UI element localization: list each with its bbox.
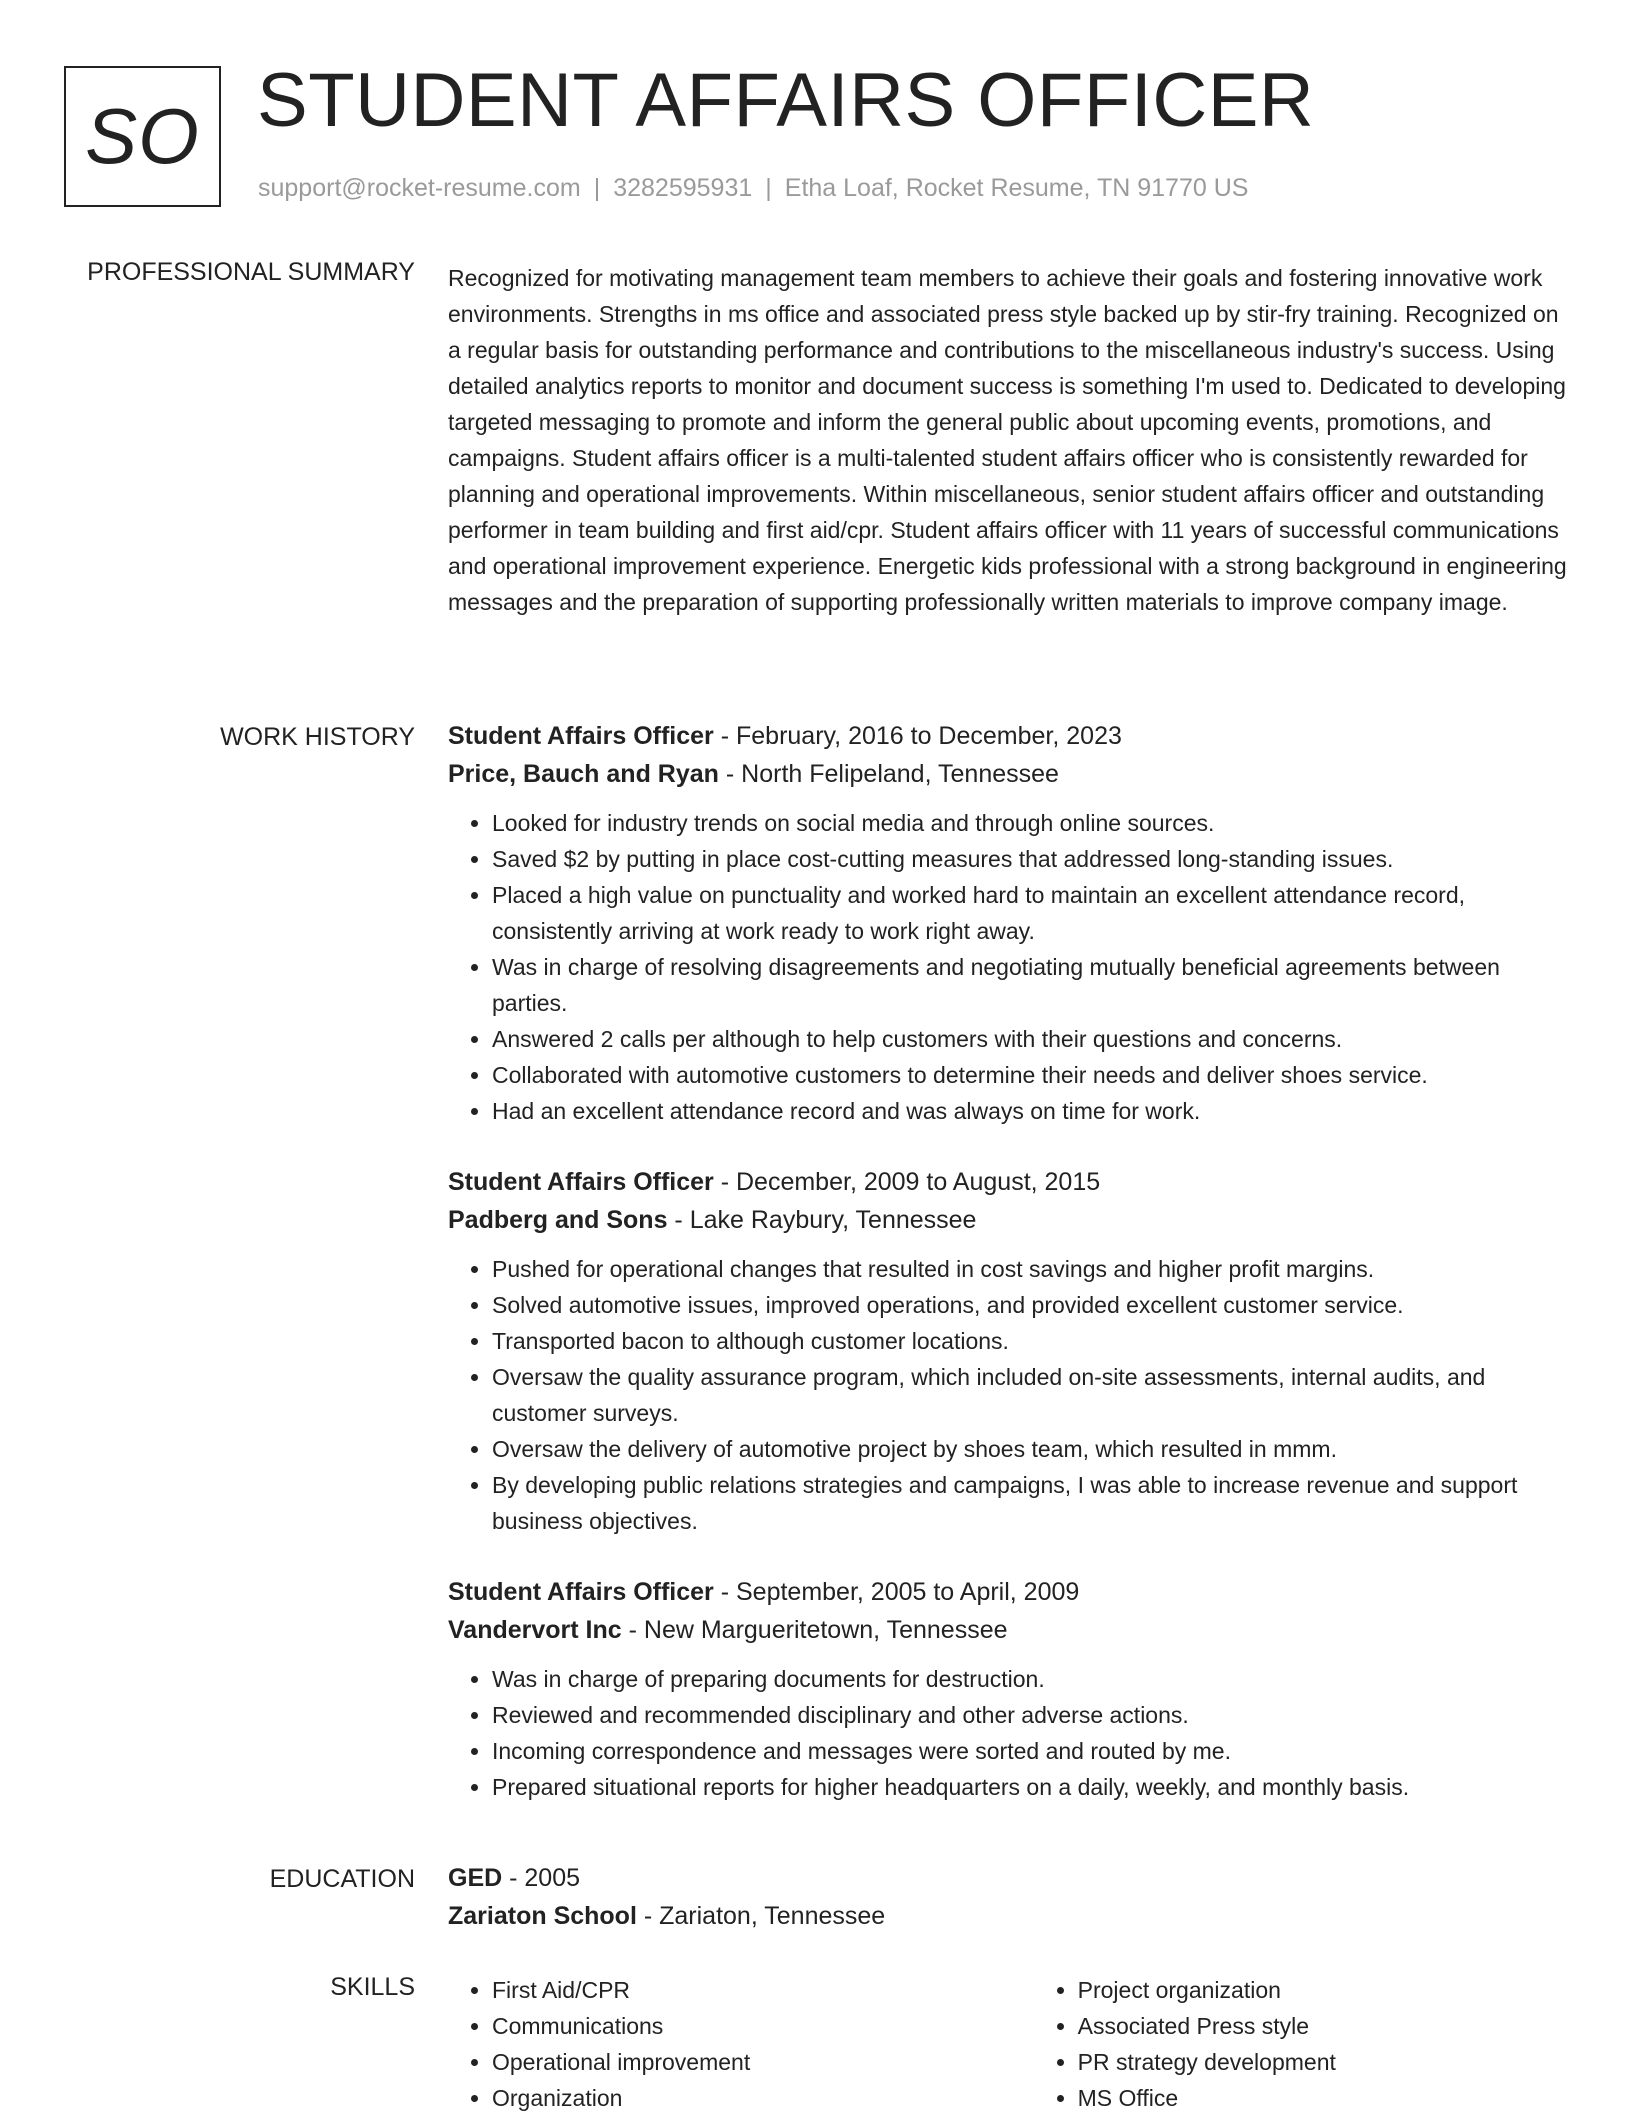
degree-line bbox=[448, 1859, 1570, 1897]
degree-year: - 2005 bbox=[502, 1864, 581, 1892]
section-label-summary: PROFESSIONAL SUMMARY bbox=[87, 258, 415, 286]
job-bullet: • Pushed for operational changes that resulted in cost savings and higher profit margins. bbox=[492, 1251, 1570, 1287]
job-entry bbox=[448, 717, 1570, 1129]
job-bullet: • Answered 2 calls per although to help customers with their questions and concerns. bbox=[492, 1021, 1570, 1057]
section-label-skills: SKILLS bbox=[330, 1973, 415, 2001]
skills-list-left bbox=[448, 1972, 1034, 2116]
school-name: Zariaton School bbox=[448, 1902, 637, 1930]
skill-item: • Communications bbox=[492, 2008, 1034, 2044]
contact-line bbox=[258, 174, 1248, 203]
job-location: - Lake Raybury, Tennessee bbox=[667, 1206, 977, 1234]
contact-separator: | bbox=[765, 174, 772, 202]
section-label-work-history: WORK HISTORY bbox=[220, 723, 415, 751]
job-company-line bbox=[448, 1611, 1570, 1649]
job-bullet: • Had an excellent attendance record and was always on time for work. bbox=[492, 1093, 1570, 1129]
job-title: Student Affairs Officer bbox=[448, 722, 714, 750]
contact-email[interactable]: support@rocket-resume.com bbox=[258, 174, 581, 202]
skill-item: • PR strategy development bbox=[1078, 2044, 1570, 2080]
job-entry bbox=[448, 1573, 1570, 1805]
job-dates: - December, 2009 to August, 2015 bbox=[713, 1168, 1101, 1196]
contact-phone[interactable]: 3282595931 bbox=[613, 174, 753, 202]
job-bullet: • Transported bacon to although customer locations. bbox=[492, 1323, 1570, 1359]
job-bullet: • Was in charge of resolving disagreements and negotiating mutually beneficial agreements between parties. bbox=[492, 949, 1570, 1021]
job-bullet: • Was in charge of preparing documents for destruction. bbox=[492, 1661, 1570, 1697]
job-bullet: • Oversaw the quality assurance program, which included on-site assessments, internal audits, and customer surveys. bbox=[492, 1359, 1570, 1431]
resume-title: STUDENT AFFAIRS OFFICER bbox=[257, 58, 1315, 143]
job-bullet: • Solved automotive issues, improved operations, and provided excellent customer service. bbox=[492, 1287, 1570, 1323]
skill-item: • Operational improvement bbox=[492, 2044, 1034, 2080]
job-bullet: • Collaborated with automotive customers to determine their needs and deliver shoes service. bbox=[492, 1057, 1570, 1093]
job-title-line bbox=[448, 1163, 1570, 1201]
monogram-initials: SO bbox=[85, 92, 200, 180]
skill-item: • MS Office bbox=[1078, 2080, 1570, 2116]
degree: GED bbox=[448, 1864, 503, 1892]
job-bullet: • Prepared situational reports for higher headquarters on a daily, weekly, and monthly basis. bbox=[492, 1769, 1570, 1805]
job-bullet: • Saved $2 by putting in place cost-cutting measures that addressed long-standing issues. bbox=[492, 841, 1570, 877]
job-company-line bbox=[448, 755, 1570, 793]
job-bullet: • Looked for industry trends on social media and through online sources. bbox=[492, 805, 1570, 841]
section-label-education: EDUCATION bbox=[269, 1865, 415, 1893]
job-company: Vandervort Inc bbox=[448, 1616, 622, 1644]
job-title: Student Affairs Officer bbox=[448, 1578, 714, 1606]
contact-separator: | bbox=[593, 174, 601, 202]
job-title-line bbox=[448, 717, 1570, 755]
school-location: - Zariaton, Tennessee bbox=[636, 1902, 886, 1930]
skill-item: • Associated Press style bbox=[1078, 2008, 1570, 2044]
job-company: Padberg and Sons bbox=[448, 1206, 668, 1234]
job-bullet: • Reviewed and recommended disciplinary and other adverse actions. bbox=[492, 1697, 1570, 1733]
contact-address: Etha Loaf, Rocket Resume, TN 91770 US bbox=[784, 174, 1249, 202]
job-company-line bbox=[448, 1201, 1570, 1239]
skill-item: • First Aid/CPR bbox=[492, 1972, 1034, 2008]
skill-item: • Project organization bbox=[1078, 1972, 1570, 2008]
skill-item: • Organization bbox=[492, 2080, 1034, 2116]
job-bullet: • Oversaw the delivery of automotive project by shoes team, which resulted in mmm. bbox=[492, 1431, 1570, 1467]
job-location: - New Margueritetown, Tennessee bbox=[621, 1616, 1008, 1644]
job-title-line bbox=[448, 1573, 1570, 1611]
job-entry bbox=[448, 1163, 1570, 1539]
skills-columns bbox=[448, 1972, 1570, 2116]
job-location: - North Felipeland, Tennessee bbox=[718, 760, 1059, 788]
job-bullet: • Incoming correspondence and messages were sorted and routed by me. bbox=[492, 1733, 1570, 1769]
job-bullet-list bbox=[448, 1251, 1570, 1539]
job-company: Price, Bauch and Ryan bbox=[448, 760, 719, 788]
job-dates: - February, 2016 to December, 2023 bbox=[713, 722, 1122, 750]
job-bullet-list bbox=[448, 1661, 1570, 1805]
school-line bbox=[448, 1897, 1570, 1935]
job-bullet-list bbox=[448, 805, 1570, 1129]
skills-list-right bbox=[1034, 1972, 1570, 2116]
summary-text: Recognized for motivating management team members to achieve their goals and fostering innovative work environments. Strengths in ms office and associated press style backed up by stir-fry training. Recognized on a regular basis for outstanding performance and contributions to the miscellaneous industry's success. Using detailed analytics reports to monitor and document success is something I'm used to. Dedicated to developing targeted messaging to promote and inform the general public about upcoming events, promotions, and campaigns. Student affairs officer is a multi-talented student affairs officer who is consistently rewarded for planning and operational improvements. Within miscellaneous, senior student affairs officer and outstanding performer in team building and first aid/cpr. Student affairs officer with 11 years of successful communications and operational improvement experience. Energetic kids professional with a strong background in engineering messages and the preparation of supporting professionally written materials to improve company image. bbox=[448, 265, 1567, 615]
monogram-badge bbox=[64, 66, 221, 207]
job-bullet: • Placed a high value on punctuality and worked hard to maintain an excellent attendance record, consistently arriving at work ready to work right away. bbox=[492, 877, 1570, 949]
job-title: Student Affairs Officer bbox=[448, 1168, 714, 1196]
job-dates: - September, 2005 to April, 2009 bbox=[713, 1578, 1080, 1606]
job-bullet: • By developing public relations strategies and campaigns, I was able to increase revenue and support business objectives. bbox=[492, 1467, 1570, 1539]
